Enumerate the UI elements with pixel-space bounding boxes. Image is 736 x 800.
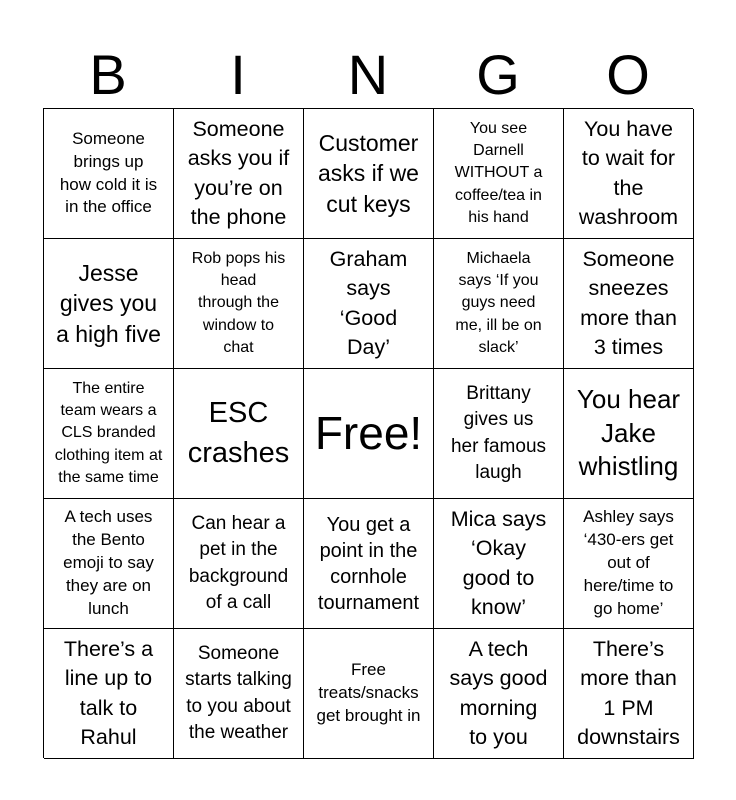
bingo-cell[interactable] [434,109,564,239]
header-letter-o: O [606,43,650,106]
header-letter-g: G [476,43,520,106]
cell-text: The entire team wears a CLS branded clothing item at the same time [54,379,163,487]
bingo-cell[interactable] [434,239,564,369]
bingo-card-grid [43,108,693,758]
cell-text: A tech says good morning to you [449,637,548,749]
bingo-cell[interactable] [564,109,694,239]
header-letter-i: I [230,43,246,106]
cell-text: Brittany gives us her famous laugh [450,383,547,483]
header-letter-b: B [89,43,127,106]
free-space-cell[interactable] [304,369,434,499]
cell-text: Free treats/snacks get brought in [316,660,421,725]
bingo-cell[interactable] [304,109,434,239]
bingo-cell[interactable] [174,239,304,369]
cell-text: Mica says ‘Okay good to know’ [450,507,547,619]
cell-text: ESC crashes [187,397,290,469]
bingo-cell[interactable] [174,109,304,239]
bingo-cell[interactable] [304,499,434,629]
bingo-cell[interactable] [564,629,694,759]
cell-text: Someone sneezes more than 3 times [580,247,677,359]
bingo-cell[interactable] [564,499,694,629]
cell-text: A tech uses the Bento emoji to say they are on lunch [63,507,154,618]
bingo-cell[interactable] [564,369,694,499]
free-space-text: Free! [314,406,423,459]
bingo-cell[interactable] [174,499,304,629]
bingo-cell[interactable] [44,629,174,759]
cell-text: Jesse gives you a high five [56,259,161,347]
cell-text: You see Darnell WITHOUT a coffee/tea in his hand [454,119,543,227]
cell-text: You get a point in the cornhole tournament [317,513,420,614]
cell-text: Someone asks you if you’re on the phone [187,117,290,229]
bingo-cell[interactable] [174,369,304,499]
bingo-cell[interactable] [44,499,174,629]
bingo-header [43,42,693,108]
bingo-cell[interactable] [434,499,564,629]
cell-text: Someone brings up how cold it is in the office [59,128,158,217]
bingo-cell[interactable] [44,369,174,499]
cell-text: Customer asks if we cut keys [318,129,419,217]
cell-text: Can hear a pet in the background of a call [188,513,289,613]
bingo-cell[interactable] [304,629,434,759]
cell-text: Someone starts talking to you about the weather [185,643,292,743]
cell-text: There’s more than 1 PM downstairs [577,637,680,749]
bingo-cell[interactable] [434,629,564,759]
bingo-cell[interactable] [44,239,174,369]
cell-text: Graham says ‘Good Day’ [329,247,408,359]
cell-text: Ashley says ‘430-ers get out of here/time to go home’ [583,507,674,618]
cell-text: You hear Jake whistling [576,383,681,482]
bingo-cell[interactable] [564,239,694,369]
bingo-cell[interactable] [304,239,434,369]
bingo-cell[interactable] [44,109,174,239]
cell-text: There’s a line up to talk to Rahul [63,637,154,749]
bingo-cell[interactable] [174,629,304,759]
cell-text: Michaela says ‘If you guys need me, ill be on slack’ [455,249,542,357]
cell-text: Rob pops his head through the window to chat [191,249,286,357]
bingo-cell[interactable] [434,369,564,499]
cell-text: You have to wait for the washroom [578,117,679,229]
header-letter-n: N [347,43,389,106]
